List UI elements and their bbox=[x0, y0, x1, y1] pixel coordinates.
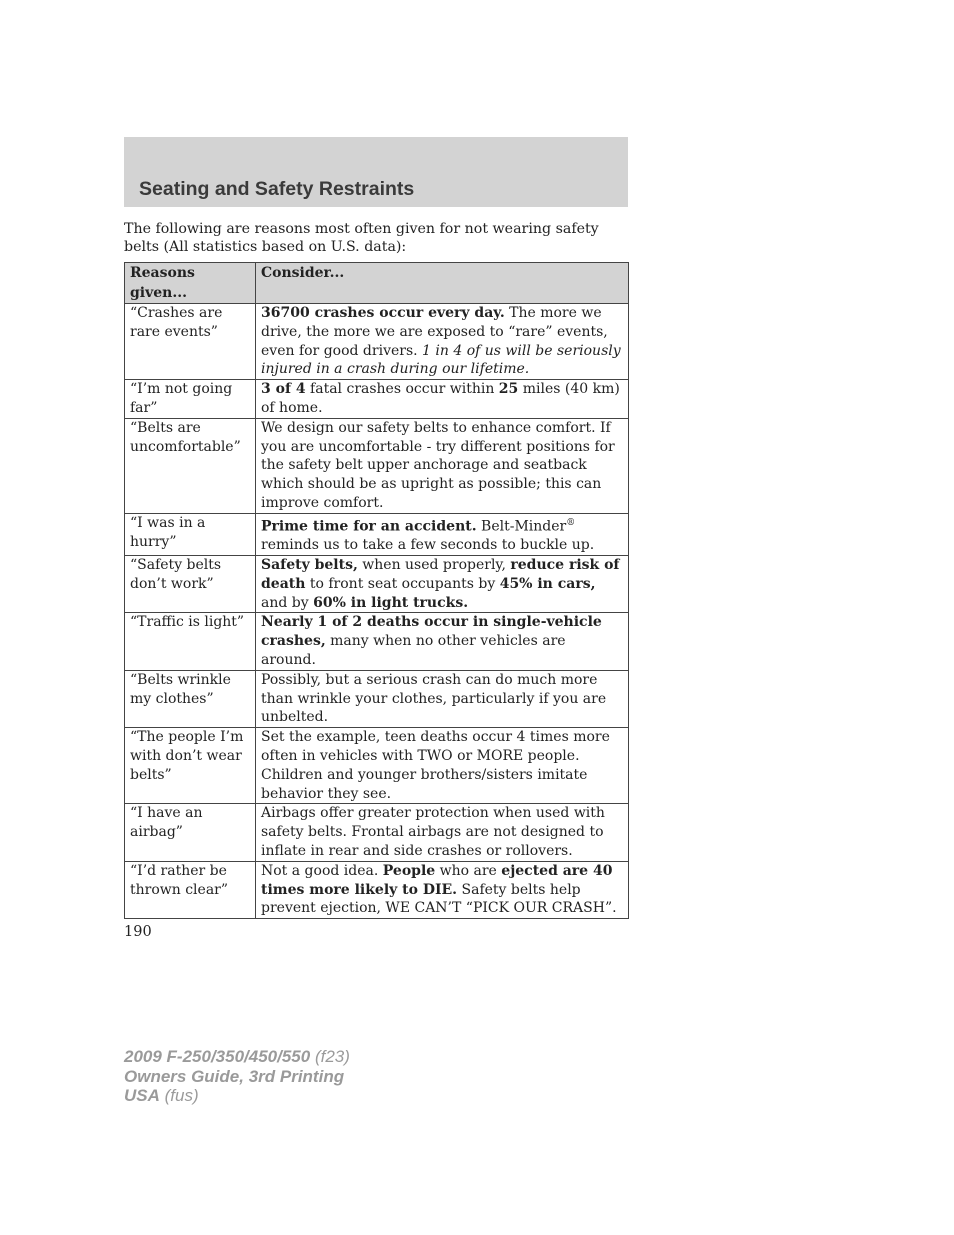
consider-text-segment: many when no other vehicles are around. bbox=[261, 633, 566, 668]
reason-cell: “Belts are uncomfortable” bbox=[125, 418, 256, 513]
reason-cell: “The people I’m with don’t wear belts” bbox=[125, 728, 256, 804]
consider-text-segment: We design our safety belts to enhance comfort. If you are uncomfortable - try different positions for the safety belt upper anchorage and seatback which should be as upright as possible; this can improve comfort. bbox=[261, 419, 615, 511]
consider-text-segment: reduce risk of death bbox=[261, 557, 620, 592]
consider-cell bbox=[256, 513, 629, 555]
footer-model: 2009 F-250/350/450/550 bbox=[124, 1047, 311, 1066]
consider-text-segment: and by bbox=[261, 594, 314, 611]
reason-cell: “Safety belts don’t work” bbox=[125, 556, 256, 613]
consider-text-segment: reminds us to take a few seconds to buckle up. bbox=[261, 537, 595, 554]
table-row bbox=[125, 804, 629, 861]
consider-cell bbox=[256, 556, 629, 613]
table-row bbox=[125, 418, 629, 513]
consider-text-segment: ejected are 40 times more likely to DIE. bbox=[261, 862, 613, 898]
reason-cell: “I have an airbag” bbox=[125, 804, 256, 861]
consider-text-segment: People bbox=[382, 862, 436, 879]
consider-text-segment: fatal crashes occur within bbox=[305, 381, 499, 398]
footer-guide: Owners Guide, 3rd Printing bbox=[124, 1066, 345, 1086]
consider-text-segment: Safety belts, bbox=[261, 557, 358, 574]
section-header-band bbox=[124, 137, 628, 207]
consider-text-segment: miles (40 km) of home. bbox=[261, 381, 620, 416]
consider-text-segment: who are bbox=[435, 862, 502, 879]
reason-cell: “Crashes are rare events” bbox=[125, 304, 256, 380]
reason-cell: “I’m not going far” bbox=[125, 380, 256, 419]
consider-text-segment: Nearly 1 of 2 deaths occur in single-vehicle crashes, bbox=[261, 614, 602, 650]
consider-text-segment: Possibly, but a serious crash can do much more than wrinkle your clothes, particularly if you are unbelted. bbox=[261, 671, 607, 726]
consider-text-segment: 1 in 4 of us will be seriously injured in a crash during our lifetime. bbox=[261, 342, 621, 378]
table-row bbox=[125, 380, 629, 419]
consider-cell bbox=[256, 728, 629, 804]
consider-cell bbox=[256, 380, 629, 419]
column-header-reasons: Reasons given... bbox=[125, 263, 256, 304]
consider-text-segment: to front seat occupants by bbox=[305, 575, 500, 592]
consider-cell bbox=[256, 670, 629, 727]
consider-text-segment: Safety belts help prevent ejection, WE CAN’T “PICK OUR CRASH”. bbox=[261, 881, 617, 917]
consider-text-segment: 60% in light trucks. bbox=[313, 594, 469, 611]
intro-paragraph: The following are reasons most often given for not wearing safety belts (All statistics based on U.S. data): bbox=[124, 221, 599, 255]
column-header-consider: Consider... bbox=[256, 263, 629, 304]
consider-text-segment: The more we drive, the more we are exposed to “rare” events, even for good drivers. bbox=[261, 305, 608, 359]
reason-cell: “I was in a hurry” bbox=[125, 513, 256, 555]
reason-cell: “Traffic is light” bbox=[125, 613, 256, 670]
footer-model-code: (f23) bbox=[310, 1047, 350, 1066]
page-number: 190 bbox=[124, 924, 152, 940]
safety-belt-reasons-table bbox=[124, 262, 629, 919]
table-row bbox=[125, 861, 629, 918]
consider-text-segment: Airbags offer greater protection when used with safety belts. Frontal airbags are not designed to inflate in rear and side crashes or rollovers. bbox=[261, 805, 605, 859]
document-footer bbox=[124, 1047, 350, 1106]
consider-text-segment: 25 bbox=[498, 381, 519, 398]
consider-text-segment: Prime time for an accident. bbox=[261, 518, 477, 535]
reason-cell: “Belts wrinkle my clothes” bbox=[125, 670, 256, 727]
consider-cell bbox=[256, 613, 629, 670]
consider-text-segment: when used properly, bbox=[357, 557, 511, 574]
consider-cell bbox=[256, 304, 629, 380]
reason-cell: “I’d rather be thrown clear” bbox=[125, 861, 256, 918]
table-row bbox=[125, 513, 629, 555]
consider-cell bbox=[256, 418, 629, 513]
footer-line-3 bbox=[124, 1086, 350, 1106]
consider-text-segment: 3 of 4 bbox=[261, 381, 306, 398]
consider-text-segment: Not a good idea. bbox=[261, 862, 383, 879]
section-title: Seating and Safety Restraints bbox=[139, 178, 415, 200]
consider-text-segment: ® bbox=[566, 517, 576, 528]
table-body bbox=[125, 304, 629, 919]
footer-line-1 bbox=[124, 1047, 350, 1067]
consider-text-segment: Set the example, teen deaths occur 4 times more often in vehicles with TWO or MORE people. Children and younger brothers/sisters imitate behavior they see. bbox=[261, 729, 610, 802]
footer-line-2 bbox=[124, 1067, 350, 1087]
table-row bbox=[125, 670, 629, 727]
consider-text-segment: Belt-Minder bbox=[476, 518, 567, 535]
consider-text-segment: 45% in cars, bbox=[499, 575, 596, 592]
table-row bbox=[125, 304, 629, 380]
consider-cell bbox=[256, 861, 629, 918]
footer-market-code: (fus) bbox=[159, 1086, 199, 1105]
table-row bbox=[125, 556, 629, 613]
footer-market: USA bbox=[124, 1086, 160, 1105]
consider-text-segment: 36700 crashes occur every day. bbox=[261, 305, 505, 321]
consider-cell bbox=[256, 804, 629, 861]
table-row bbox=[125, 728, 629, 804]
table-row bbox=[125, 613, 629, 670]
table-header-row bbox=[125, 263, 629, 304]
